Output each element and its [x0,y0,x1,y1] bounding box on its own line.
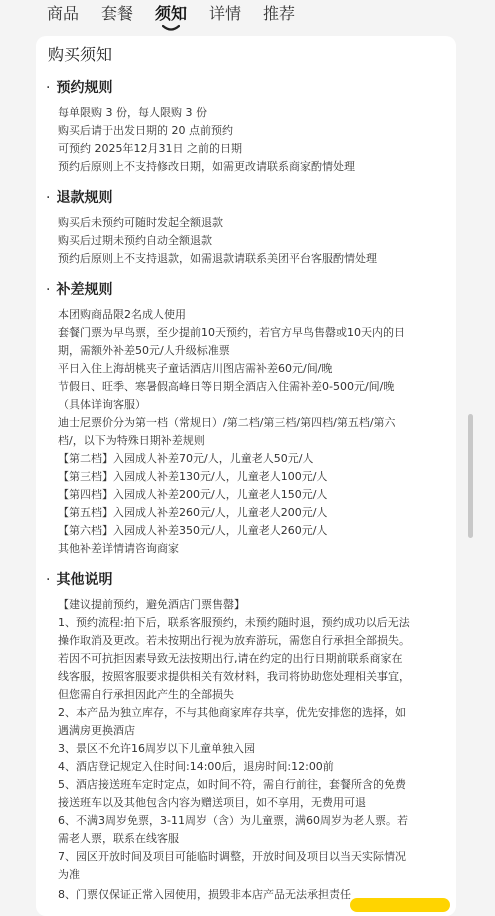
booking-rule-line: 购买后请于出发日期的 20 点前预约 [58,124,233,137]
other-note-line: 8、门票仅保证正常入园使用，损毁非本店产品无法承担责任 [58,888,351,901]
surcharge-rule-line: 档/，以下为特殊日期补差规则 [58,434,205,447]
other-note-line: 线客服，按照客服要求提供相关有效材料，我司将协助您处理相关事宜， [58,670,410,683]
other-note-line: 【建议提前预约，避免酒店门票售罄】 [58,598,245,611]
surcharge-tier-line: 【第六档】入园成人补差350元/人，儿童老人260元/人 [58,524,328,537]
surcharge-tier-line: 【第五档】入园成人补差260元/人，儿童老人200元/人 [58,506,328,519]
surcharge-rule-line: 本团购商品限2名成人使用 [58,308,186,321]
tab-recommend[interactable]: 推荐 [263,4,296,23]
surcharge-rule-line: 迪士尼票价分为第一档（常规日）/第二档/第三档/第四档/第五档/第六 [58,416,396,429]
bottom-action-button[interactable] [350,898,450,912]
surcharge-rule-line: 节假日、旺季、寒暑假高峰日等日期全酒店入住需补差0-500元/间/晚 [58,380,395,393]
other-note-line: 4、酒店登记规定入住时间:14:00后，退房时间:12:00前 [58,760,334,773]
surcharge-rule-line: 期，需额外补差50元/人升级标准票 [58,344,230,357]
tab-notice[interactable]: 须知 [155,4,188,23]
booking-rule-line: 可预约 2025年12月31日 之前的日期 [58,142,242,155]
section-heading-surcharge-rules: · 补差规则 [46,282,113,298]
other-note-line: 5、酒店接送班车定时定点，如时间不符，需自行前往，套餐所含的免费 [58,778,406,791]
purchase-notice-card [36,36,456,916]
section-heading-refund-rules: · 退款规则 [46,190,113,206]
surcharge-tier-line: 【第四档】入园成人补差200元/人，儿童老人150元/人 [58,488,328,501]
section-heading-booking-rules: · 预约规则 [46,80,113,96]
vertical-scrollbar[interactable] [468,0,474,903]
tab-goods[interactable]: 商品 [47,4,80,23]
surcharge-tier-line: 【第二档】入园成人补差70元/人，儿童老人50元/人 [58,452,314,465]
refund-rule-line: 购买后过期未预约自动全额退款 [58,234,212,247]
other-note-line: 3、景区不允许16周岁以下儿童单独入园 [58,742,255,755]
other-note-line: 但您需自行承担因此产生的全部损失 [58,688,234,701]
booking-rule-line: 每单限购 3 份，每人限购 3 份 [58,106,207,119]
other-note-line: 1、预约流程:拍下后，联系客服预约，未预约随时退，预约成功以后无法 [58,616,410,629]
refund-rule-line: 预约后原则上不支持退款，如需退款请联系美团平台客服酌情处理 [58,252,377,265]
tab-details[interactable]: 详情 [209,4,242,23]
surcharge-rule-line: 套餐门票为早鸟票，至少提前10天预约，若官方早鸟售罄或10天内的日 [58,326,405,339]
section-heading-other-notes: · 其他说明 [46,572,113,588]
other-note-line: 为准 [58,868,80,881]
surcharge-rule-line: 其他补差详情请咨询商家 [58,542,179,555]
active-tab-indicator [162,24,180,32]
other-note-line: 接送班车以及其他包含内容为赠送项目，如不享用，无费用可退 [58,796,366,809]
booking-rule-line: 预约后原则上不支持修改日期，如需更改请联系商家酌情处理 [58,160,355,173]
tab-package[interactable]: 套餐 [101,4,134,23]
surcharge-rule-line: 平日入住上海胡桃夹子童话酒店川图店需补差60元/间/晚 [58,362,333,375]
top-tab-bar [0,0,495,34]
other-note-line: 遇满房更换酒店 [58,724,135,737]
other-note-line: 7、园区开放时间及项目可能临时调整，开放时间及项目以当天实际情况 [58,850,406,863]
refund-rule-line: 购买后未预约可随时发起全额退款 [58,216,223,229]
scrollbar-thumb[interactable] [468,414,473,538]
other-note-line: 6、不满3周岁免票，3-11周岁（含）为儿童票，满60周岁为老人票。若 [58,814,408,827]
other-note-line: 操作取消及更改。若未按期出行视为放弃游玩，需您自行承担全部损失。 [58,634,410,647]
surcharge-rule-line: （具体详询客服） [58,398,146,411]
other-note-line: 需老人票，联系在线客服 [58,832,179,845]
surcharge-tier-line: 【第三档】入园成人补差130元/人，儿童老人100元/人 [58,470,328,483]
card-title: 购买须知 [48,45,113,64]
other-note-line: 2、本产品为独立库存，不与其他商家库存共享，优先安排您的选择，如 [58,706,406,719]
other-note-line: 若因不可抗拒因素导致无法按期出行,请在约定的出行日期前联系商家在 [58,652,403,665]
